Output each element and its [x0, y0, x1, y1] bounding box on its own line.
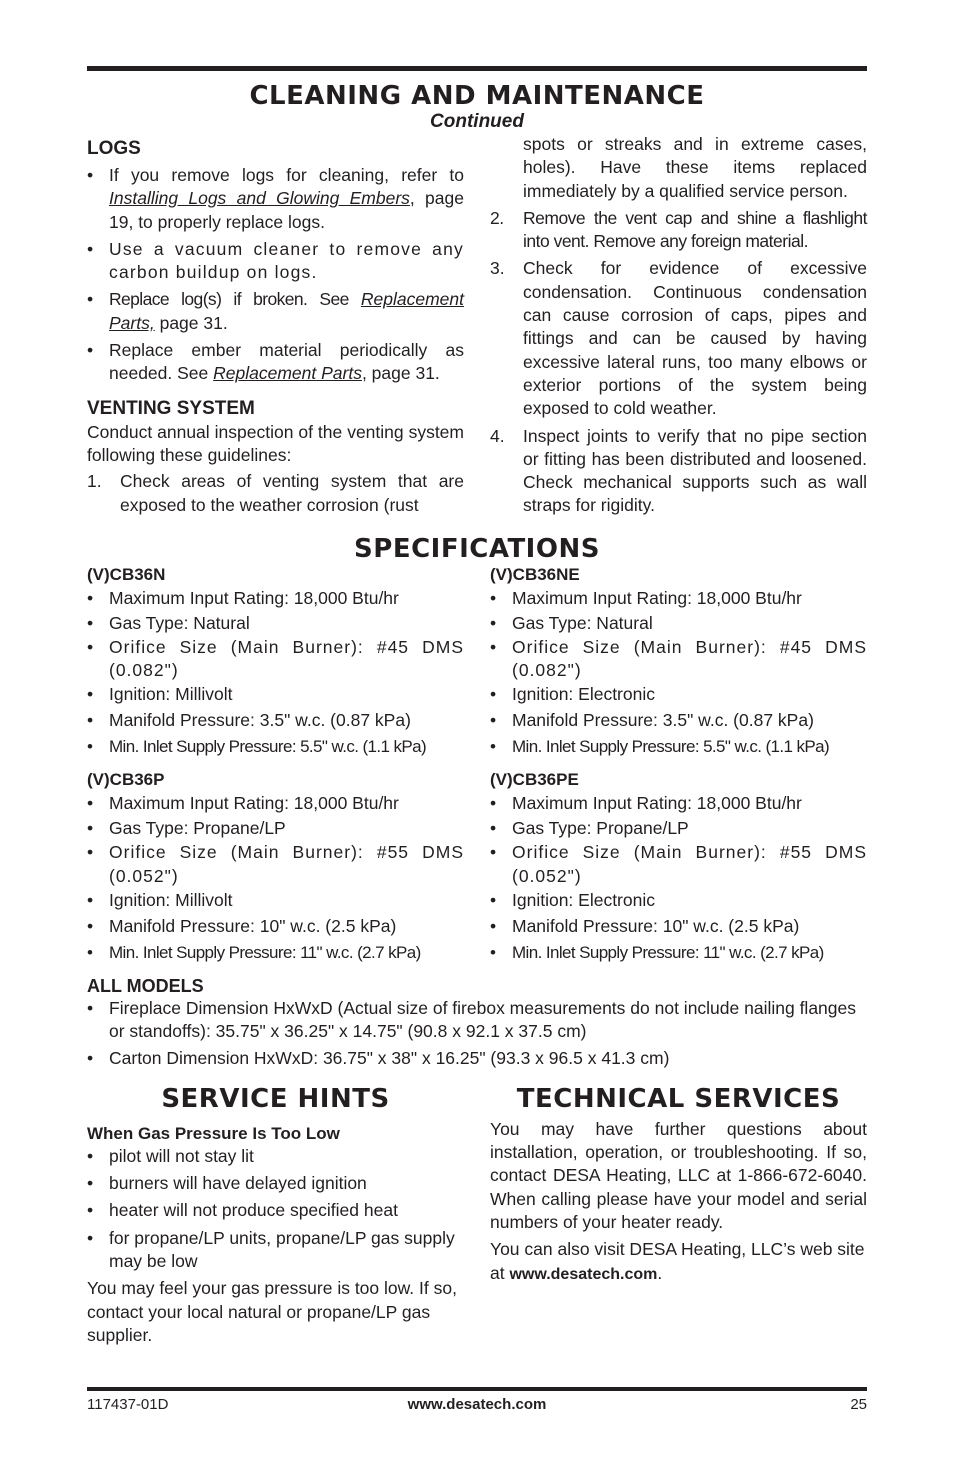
right-column	[490, 133, 867, 518]
list-item: • Manifold Pressure: 3.5" w.c. (0.87 kPa)	[490, 707, 867, 733]
model-heading: (V)CB36NE	[490, 564, 580, 584]
list-item: • Maximum Input Rating: 18,000 Btu/hr	[490, 791, 867, 816]
model-heading: (V)CB36P	[87, 770, 165, 790]
spec-list	[490, 791, 867, 967]
venting-heading: VENTING SYSTEM	[87, 397, 255, 419]
list-item: • Ignition: Millivolt	[87, 682, 464, 707]
installing-logs-link[interactable]: Installing Logs and Glowing Embers	[109, 188, 410, 209]
list-item: • Manifold Pressure: 10" w.c. (2.5 kPa)	[490, 913, 867, 939]
website-link[interactable]: www.desatech.com	[509, 1265, 658, 1283]
service-paragraph: You may feel your gas pressure is too low. If so, contact your local natural or propane/LP gas supplier.	[87, 1278, 457, 1345]
list-item: • Gas Type: Propane/LP	[87, 816, 464, 841]
footer-page-number: 25	[850, 1396, 867, 1413]
technical-services-column	[490, 1084, 867, 1347]
list-item: 1. Check areas of venting system that are exposed to the weather corrosion (rust	[87, 471, 464, 515]
list-item: • Orifice Size (Main Burner): #55 DMS (0.052")	[87, 841, 464, 888]
specs-grid	[87, 769, 867, 967]
spec-list	[490, 586, 867, 762]
all-models-list	[87, 997, 867, 1070]
continued-label: Continued	[430, 111, 524, 132]
list-item: 3. Check for evidence of excessive condensation. Continuous condensation can cause corrosion of caps, pipes and fittings and can be caused by having excessive lateral runs, too many elbows or exterior portions of the system being exposed to cold weather.	[490, 258, 867, 419]
list-item: • pilot will not stay lit	[87, 1145, 464, 1168]
list-item: • burners will have delayed ignition	[87, 1172, 464, 1195]
technical-paragraph: You may have further questions about installation, operation, or troubleshooting. If so, contact DESA Heating, LLC at 1-866-672-6040. When calling please have your model and serial numbers of your heater ready.	[490, 1118, 867, 1233]
model-heading: (V)CB36N	[87, 564, 166, 584]
replacement-parts-link[interactable]: Replacement Parts	[213, 363, 362, 384]
section-title-technical-services: TECHNICAL SERVICES	[516, 1083, 841, 1114]
service-hints-column	[87, 1084, 464, 1347]
venting-step1-continued: spots or streaks and in extreme cases, holes). Have these items replaced immediately by a qualified service person.	[523, 134, 867, 201]
list-item: • Min. Inlet Supply Pressure: 5.5" w.c. (1.1 kPa)	[87, 733, 464, 761]
specs-grid	[87, 564, 867, 762]
list-item: • If you remove logs for cleaning, refer to Installing Logs and Glowing Embers, page 19, to properly replace logs.	[87, 164, 464, 234]
list-item: • heater will not produce specified heat	[87, 1199, 464, 1222]
list-item: • Use a vacuum cleaner to remove any carbon buildup on logs.	[87, 238, 464, 285]
section-title-service-hints: SERVICE HINTS	[161, 1083, 390, 1114]
list-item: • Maximum Input Rating: 18,000 Btu/hr	[490, 586, 867, 611]
list-item: • Gas Type: Propane/LP	[490, 816, 867, 841]
footer-doc-number: 117437-01D	[87, 1396, 169, 1413]
footer-website: www.desatech.com	[407, 1396, 547, 1413]
venting-steps-continued	[490, 207, 867, 518]
list-item: • Replace log(s) if broken. See Replacement Parts, page 31.	[87, 288, 464, 335]
logs-heading: LOGS	[87, 138, 141, 159]
venting-intro: Conduct annual inspection of the venting system following these guidelines:	[87, 421, 464, 465]
list-item: • Replace ember material periodically as needed. See Replacement Parts, page 31.	[87, 339, 464, 386]
list-item: • Manifold Pressure: 3.5" w.c. (0.87 kPa)	[87, 707, 464, 733]
page-content	[87, 66, 867, 1347]
list-item: • Gas Type: Natural	[87, 611, 464, 636]
spec-list	[87, 791, 464, 967]
list-item: • Orifice Size (Main Burner): #55 DMS (0.052")	[490, 841, 867, 888]
list-item: • Orifice Size (Main Burner): #45 DMS (0.082")	[87, 636, 464, 683]
list-item: • Manifold Pressure: 10" w.c. (2.5 kPa)	[87, 913, 464, 939]
section-title-cleaning: CLEANING AND MAINTENANCE	[249, 81, 705, 111]
section-title-specifications: SPECIFICATIONS	[354, 533, 600, 564]
list-item: • Ignition: Millivolt	[87, 888, 464, 913]
replacement-parts-link[interactable]: Replacement Parts,	[109, 289, 464, 333]
list-item: • Ignition: Electronic	[490, 682, 867, 707]
list-item: • Orifice Size (Main Burner): #45 DMS (0.082")	[490, 636, 867, 683]
service-subheading: When Gas Pressure Is Too Low	[87, 1123, 340, 1143]
service-list	[87, 1145, 464, 1273]
venting-steps	[87, 470, 464, 517]
all-models-heading: ALL MODELS	[87, 975, 204, 996]
list-item: • Gas Type: Natural	[490, 611, 867, 636]
list-item: • for propane/LP units, propane/LP gas supply may be low	[87, 1227, 464, 1274]
technical-paragraph: You can also visit DESA Heating, LLC’s web site at www.desatech.com.	[490, 1239, 865, 1283]
list-item: • Carton Dimension HxWxD: 36.75" x 38" x 16.25" (93.3 x 96.5 x 41.3 cm)	[87, 1047, 867, 1070]
list-item: • Maximum Input Rating: 18,000 Btu/hr	[87, 586, 464, 611]
list-item: • Fireplace Dimension HxWxD (Actual size of firebox measurements do not include nailing flanges or standoffs): 35.75" x 36.25" x 14.75" (90.8 x 92.1 x 37.5 cm)	[87, 997, 867, 1044]
list-item: 2. Remove the vent cap and shine a flashlight into vent. Remove any foreign material.	[490, 207, 867, 252]
list-item: 4. Inspect joints to verify that no pipe section or fitting has been distributed and loosened. Check mechanical supports such as wall straps for rigidity.	[490, 425, 867, 516]
list-item: • Ignition: Electronic	[490, 888, 867, 913]
list-item: • Min. Inlet Supply Pressure: 11" w.c. (2.7 kPa)	[87, 939, 464, 967]
list-item: • Maximum Input Rating: 18,000 Btu/hr	[87, 791, 464, 816]
left-column	[87, 137, 464, 518]
bottom-rule	[87, 1387, 867, 1391]
logs-list	[87, 164, 464, 386]
list-item: • Min. Inlet Supply Pressure: 5.5" w.c. (1.1 kPa)	[490, 733, 867, 761]
model-heading: (V)CB36PE	[490, 770, 579, 790]
list-item: • Min. Inlet Supply Pressure: 11" w.c. (2.7 kPa)	[490, 939, 867, 967]
spec-list	[87, 586, 464, 762]
